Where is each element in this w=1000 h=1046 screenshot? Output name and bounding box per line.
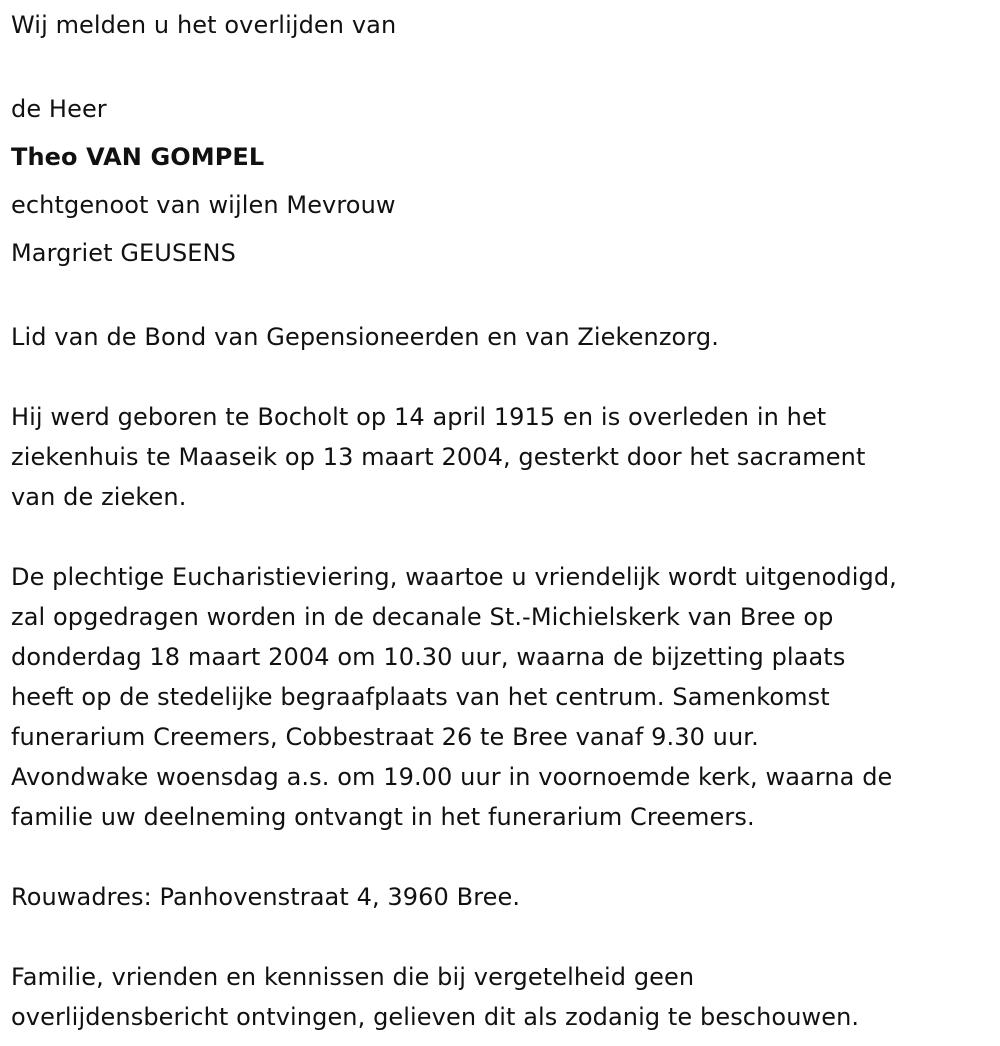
paragraph-line: Hij werd geboren te Bocholt op 14 april 1915 en is overleden in het (11, 403, 827, 431)
spouse-line-1: echtgenoot van wijlen Mevrouw (11, 191, 396, 219)
deceased-name: Theo VAN GOMPEL (11, 143, 265, 171)
honorific: de Heer (11, 95, 107, 123)
death-notice (11, 5, 996, 1037)
paragraph-line: van de zieken. (11, 483, 187, 511)
paragraph-line: Familie, vrienden en kennissen die bij vergetelheid geen (11, 963, 695, 991)
ceremony-paragraph (11, 557, 996, 837)
birth-death-paragraph (11, 397, 996, 517)
paragraph-line: familie uw deelneming ontvangt in het funerarium Creemers. (11, 803, 755, 831)
paragraph-line: zal opgedragen worden in de decanale St.-Michielskerk van Bree op (11, 603, 834, 631)
mourning-address: Rouwadres: Panhovenstraat 4, 3960 Bree. (11, 883, 521, 911)
spouse-line-2: Margriet GEUSENS (11, 239, 236, 267)
paragraph-line: De plechtige Eucharistieviering, waartoe u vriendelijk wordt uitgenodigd, (11, 563, 897, 591)
paragraph-line: funerarium Creemers, Cobbestraat 26 te Bree vanaf 9.30 uur. (11, 723, 759, 751)
paragraph-line: donderdag 18 maart 2004 om 10.30 uur, waarna de bijzetting plaats (11, 643, 846, 671)
membership-text: Lid van de Bond van Gepensioneerden en van Ziekenzorg. (11, 323, 719, 351)
paragraph-line: ziekenhuis te Maaseik op 13 maart 2004, gesterkt door het sacrament (11, 443, 866, 471)
paragraph-line: overlijdensbericht ontvingen, gelieven dit als zodanig te beschouwen. (11, 1003, 860, 1031)
intro-text: Wij melden u het overlijden van (11, 11, 397, 39)
paragraph-line: heeft op de stedelijke begraafplaats van het centrum. Samenkomst (11, 683, 830, 711)
paragraph-line: Avondwake woensdag a.s. om 19.00 uur in voornoemde kerk, waarna de (11, 763, 893, 791)
closing-paragraph (11, 957, 996, 1037)
